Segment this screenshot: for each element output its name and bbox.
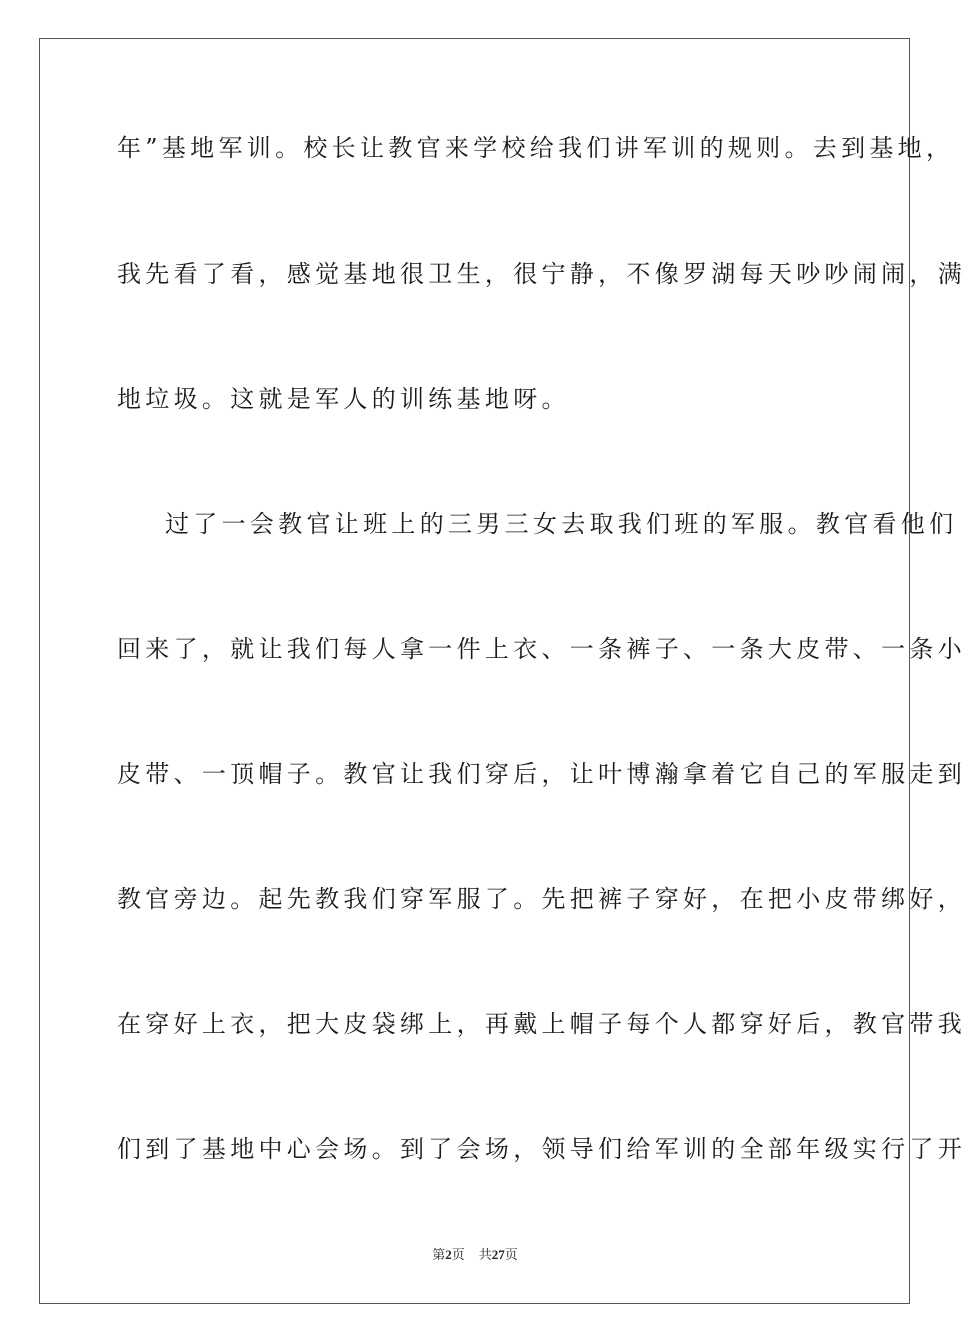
body-text-line: 年”基地军训。校长让教官来学校给我们讲军训的规则。去到基地， xyxy=(117,134,955,162)
footer-page-number: 2 xyxy=(445,1247,452,1262)
body-text-line: 在穿好上衣，把大皮袋绑上，再戴上帽子每个人都穿好后，教官带我 xyxy=(117,1010,966,1038)
footer-page-prefix: 第 xyxy=(432,1247,446,1262)
footer-page-suffix: 页 xyxy=(451,1247,465,1262)
paragraph-first-line: 过了一会教官让班上的三男三女去取我们班的军服。教官看他们 xyxy=(165,510,958,538)
page-footer xyxy=(0,1246,950,1264)
footer-total-number: 27 xyxy=(491,1247,505,1262)
footer-total-prefix: 共 xyxy=(478,1247,492,1262)
body-text-line: 地垃圾。这就是军人的训练基地呀。 xyxy=(117,385,570,413)
body-text-line: 我先看了看，感觉基地很卫生，很宁静，不像罗湖每天吵吵闹闹，满 xyxy=(117,260,966,288)
body-text-line: 们到了基地中心会场。到了会场，领导们给军训的全部年级实行了开 xyxy=(117,1135,966,1163)
body-text-line: 回来了，就让我们每人拿一件上衣、一条裤子、一条大皮带、一条小 xyxy=(117,635,966,663)
body-text-line: 教官旁边。起先教我们穿军服了。先把裤子穿好，在把小皮带绑好， xyxy=(117,885,966,913)
footer-total-suffix: 页 xyxy=(504,1247,518,1262)
body-text-line: 皮带、一顶帽子。教官让我们穿后，让叶博瀚拿着它自己的军服走到 xyxy=(117,760,966,788)
page-frame xyxy=(39,38,966,1304)
